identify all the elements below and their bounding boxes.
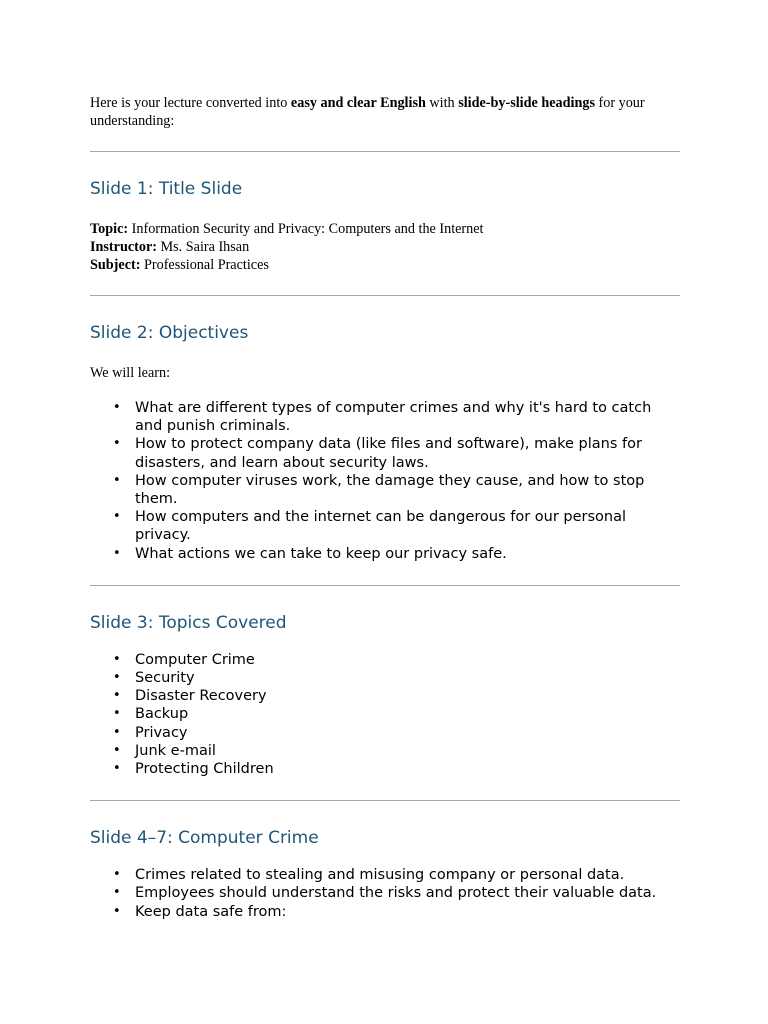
list-item: • Privacy — [135, 724, 680, 742]
list-item: • Crimes related to stealing and misusing company or personal data. — [135, 866, 680, 884]
subject-value: Professional Practices — [140, 257, 269, 273]
list-item: • What are different types of computer crimes and why it's hard to catch and punish criminals. — [135, 399, 680, 435]
instructor-value: Ms. Saira Ihsan — [156, 239, 250, 255]
divider — [90, 585, 680, 586]
divider — [90, 295, 680, 296]
intro-text: Here is your lecture converted into — [90, 95, 291, 111]
list-item: • Disaster Recovery — [135, 687, 680, 705]
list-item: • How computers and the internet can be dangerous for our personal privacy. — [135, 508, 680, 544]
list-item: • Junk e-mail — [135, 742, 680, 760]
list-item: • What actions we can take to keep our privacy safe. — [135, 545, 680, 563]
slide2-heading: Slide 2: Objectives — [90, 323, 249, 343]
list-item: • How to protect company data (like files and software), make plans for disasters, and learn about security laws. — [135, 435, 680, 471]
topics-list — [90, 651, 680, 778]
intro-bold-easy-english: easy and clear English — [290, 95, 426, 111]
instructor-label: Instructor: — [90, 239, 157, 255]
topic-line — [90, 220, 680, 238]
divider — [90, 800, 680, 801]
list-item: • How computer viruses work, the damage they cause, and how to stop them. — [135, 472, 680, 508]
list-item: • Protecting Children — [135, 760, 680, 778]
slide4-heading: Slide 4–7: Computer Crime — [90, 828, 319, 849]
list-item: • Security — [135, 669, 680, 687]
slide2-lead: We will learn: — [90, 365, 171, 381]
subject-line — [90, 256, 680, 274]
list-item: • Backup — [135, 705, 680, 723]
list-item: • Keep data safe from: — [135, 903, 680, 921]
intro-bold-slide-headings: slide-by-slide headings — [458, 95, 595, 111]
slide1-meta — [90, 220, 680, 274]
slide3-heading: Slide 3: Topics Covered — [90, 612, 287, 633]
intro-text-with: with — [425, 95, 459, 111]
slide1-heading: Slide 1: Title Slide — [90, 179, 243, 199]
topic-value: Information Security and Privacy: Computers and the Internet — [128, 221, 484, 237]
computer-crime-list — [90, 866, 680, 921]
instructor-line — [90, 238, 680, 256]
divider — [90, 151, 680, 152]
list-item: • Computer Crime — [135, 651, 680, 669]
intro-paragraph — [90, 94, 680, 130]
document-body — [90, 94, 680, 921]
objectives-list — [90, 399, 680, 563]
topic-label: Topic: — [90, 221, 129, 237]
intro-text-end: for your understanding: — [90, 95, 645, 129]
list-item: • Employees should understand the risks and protect their valuable data. — [135, 884, 680, 902]
subject-label: Subject: — [90, 257, 141, 273]
